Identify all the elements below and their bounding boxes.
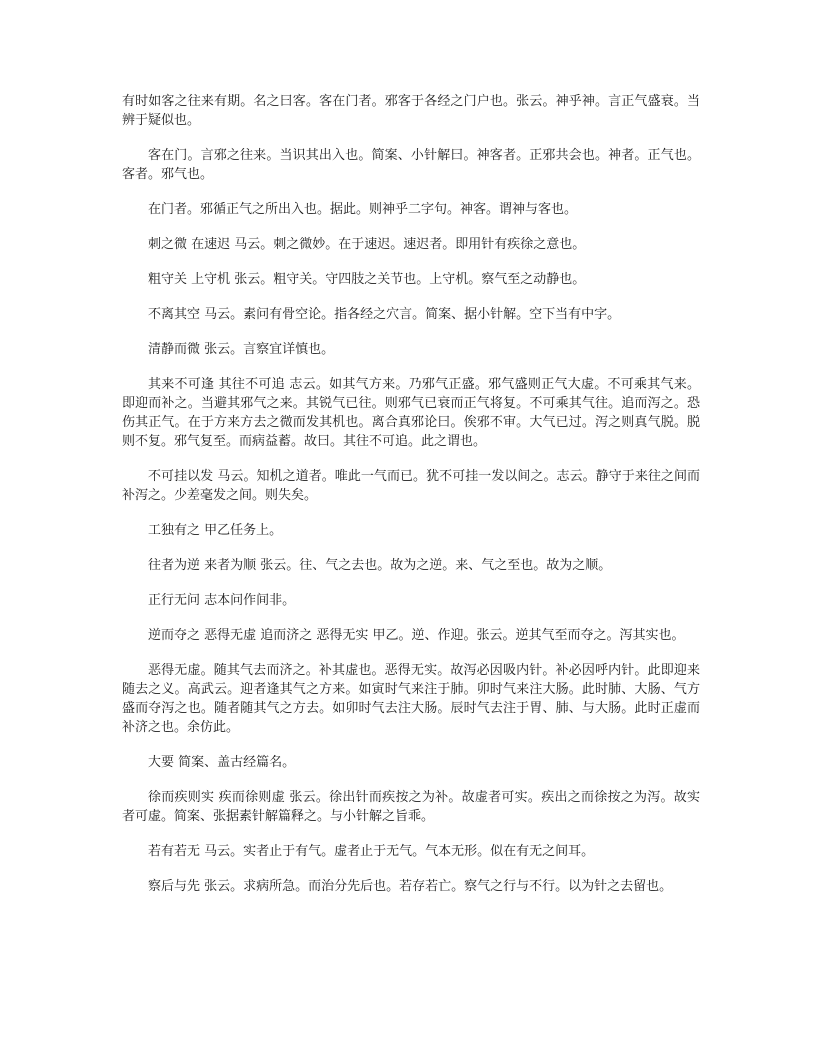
- paragraph: 清静而微 张云。言察宜详慎也。: [148, 342, 335, 357]
- paragraph: 其来不可逢 其往不可追 志云。如其气方来。乃邪气正盛。邪气盛则正气大虚。不可乘其气来。即迎而补之。当避其邪气之来。其锐气已往。则邪气已衰而正气将复。不可乘其气往。追而泻之。恐伤其正气。在于方来方去之微而发其机也。离合真邪论曰。俟邪不审。大气已过。泻之则真气脱。脱则不复。邪气复至。而病益蓄。故曰。其往不可追。此之谓也。: [122, 377, 700, 449]
- paragraph: 刺之微 在速迟 马云。刺之微妙。在于速迟。速迟者。即用针有疾徐之意也。: [148, 237, 586, 252]
- paragraph: 不离其空 马云。素问有骨空论。指各经之穴言。简案、据小针解。空下当有中字。: [148, 307, 621, 322]
- paragraph: 正行无问 志本问作间非。: [148, 593, 296, 608]
- paragraph: 察后与先 张云。求病所急。而治分先后也。若存若亡。察气之行与不行。以为针之去留也。: [148, 879, 673, 894]
- paragraph: 有时如客之往来有期。名之曰客。客在门者。邪客于各经之门户也。张云。神乎神。言正气盛衰。当辨于疑似也。: [122, 94, 700, 128]
- paragraph: 徐而疾则实 疾而徐则虚 张云。徐出针而疾按之为补。故虚者可实。疾出之而徐按之为泻。故实者可虚。简案、张据素针解篇释之。与小针解之旨乖。: [122, 790, 700, 824]
- paragraph: 在门者。邪循正气之所出入也。据此。则神乎二字句。神客。谓神与客也。: [148, 202, 578, 217]
- paragraph: 不可挂以发 马云。知机之道者。唯此一气而已。犹不可挂一发以间之。志云。静守于来往之间而补泻之。少差毫发之间。则失矣。: [122, 469, 700, 503]
- paragraph: 往者为逆 来者为顺 张云。往、气之去也。故为之逆。来、气之至也。故为之顺。: [148, 558, 612, 573]
- paragraph: 若有若无 马云。实者止于有气。虚者止于无气。气本无形。似在有无之间耳。: [148, 844, 595, 859]
- paragraph: 恶得无虚。随其气去而济之。补其虚也。恶得无实。故泻必因吸内针。补必因呼内针。此即迎来随去之义。高武云。迎者逢其气之方来。如寅时气来注于肺。卯时气来注大肠。此时肺、大肠、气方盛而夺泻之也。随者随其气之方去。如卯时气去注大肠。辰时气去注于胃、肺、与大肠。此时正虚而补济之也。余仿此。: [122, 663, 700, 735]
- paragraph: 逆而夺之 恶得无虚 追而济之 恶得无实 甲乙。逆、作迎。张云。逆其气至而夺之。泻其实也。: [148, 628, 685, 643]
- paragraph: 粗守关 上守机 张云。粗守关。守四肢之关节也。上守机。察气至之动静也。: [148, 272, 586, 287]
- paragraph: 工独有之 甲乙任务上。: [148, 523, 283, 538]
- paragraph: 大要 简案、盖古经篇名。: [148, 755, 296, 770]
- paragraph: 客在门。言邪之往来。当识其出入也。简案、小针解曰。神客者。正邪共会也。神者。正气也。客者。邪气也。: [122, 148, 700, 182]
- document-page: [122, 92, 700, 912]
